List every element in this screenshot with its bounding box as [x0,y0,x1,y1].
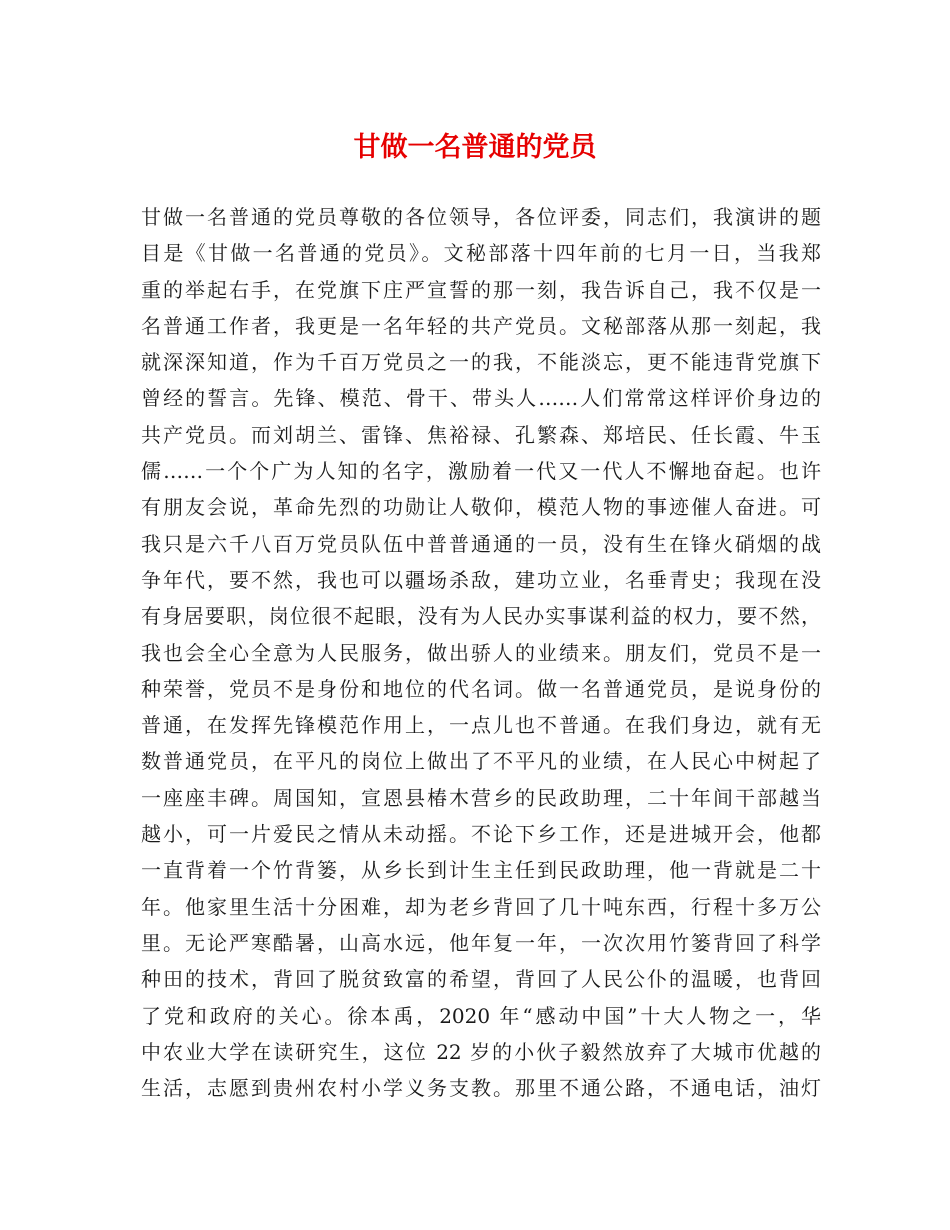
body-line: 一直背着一个竹背篓，从乡长到计生主任到民政助理，他一背就是二十 [141,858,821,883]
body-line: 中农业大学在读研究生，这位 22 岁的小伙子毅然放弃了大城市优越的 [141,1039,821,1064]
body-line: 重的举起右手，在党旗下庄严宣誓的那一刻，我告诉自己，我不仅是一 [141,277,821,302]
body-line: 目是《甘做一名普通的党员》。文秘部落十四年前的七月一日，当我郑 [141,241,821,266]
body-line: 年。他家里生活十分困难，却为老乡背回了几十吨东西，行程十多万公 [141,894,821,919]
body-line: 曾经的誓言。先锋、模范、骨干、带头人……人们常常这样评价身边的 [141,386,821,411]
body-line: 有身居要职，岗位很不起眼，没有为人民办实事谋利益的权力，要不然， [141,604,821,629]
body-line: 有朋友会说，革命先烈的功勋让人敬仰，模范人物的事迹催人奋进。可 [141,495,821,520]
body-line: 甘做一名普通的党员尊敬的各位领导，各位评委，同志们，我演讲的题 [141,205,821,229]
body-line: 普通，在发挥先锋模范作用上，一点儿也不普通。在我们身边，就有无 [141,713,821,738]
body-line: 里。无论严寒酷暑，山高水远，他年复一年，一次次用竹篓背回了科学 [141,930,821,955]
body-line: 我只是六千八百万党员队伍中普普通通的一员，没有生在锋火硝烟的战 [141,531,821,556]
document-title: 甘做一名普通的党员 [353,132,597,163]
body-line: 就深深知道，作为千百万党员之一的我，不能淡忘，更不能违背党旗下 [141,350,821,375]
body-line: 数普通党员，在平凡的岗位上做出了不平凡的业绩，在人民心中树起了 [141,749,821,774]
body-line: 名普通工作者，我更是一名年轻的共产党员。文秘部落从那一刻起，我 [141,313,821,338]
document-body [141,199,821,1106]
body-line: 争年代，要不然，我也可以疆场杀敌，建功立业，名垂青史；我现在没 [141,567,821,592]
body-line: 种荣誉，党员不是身份和地位的代名词。做一名普通党员，是说身份的 [141,676,821,701]
body-line: 共产党员。而刘胡兰、雷锋、焦裕禄、孔繁森、郑培民、任长霞、牛玉 [141,422,821,447]
body-line: 了党和政府的关心。徐本禹，2020 年“感动中国”十大人物之一，华 [141,1003,821,1028]
body-line: 种田的技术，背回了脱贫致富的希望，背回了人民公仆的温暖，也背回 [141,967,821,992]
body-line: 儒……一个个广为人知的名字，激励着一代又一代人不懈地奋起。也许 [141,459,821,484]
body-line: 一座座丰碑。周国知，宣恩县椿木营乡的民政助理，二十年间干部越当 [141,785,821,810]
body-line: 我也会全心全意为人民服务，做出骄人的业绩来。朋友们，党员不是一 [141,640,821,665]
body-line: 越小，可一片爱民之情从未动摇。不论下乡工作，还是进城开会，他都 [141,822,821,847]
body-line: 生活，志愿到贵州农村小学义务支教。那里不通公路，不通电话，油灯 [141,1076,821,1101]
